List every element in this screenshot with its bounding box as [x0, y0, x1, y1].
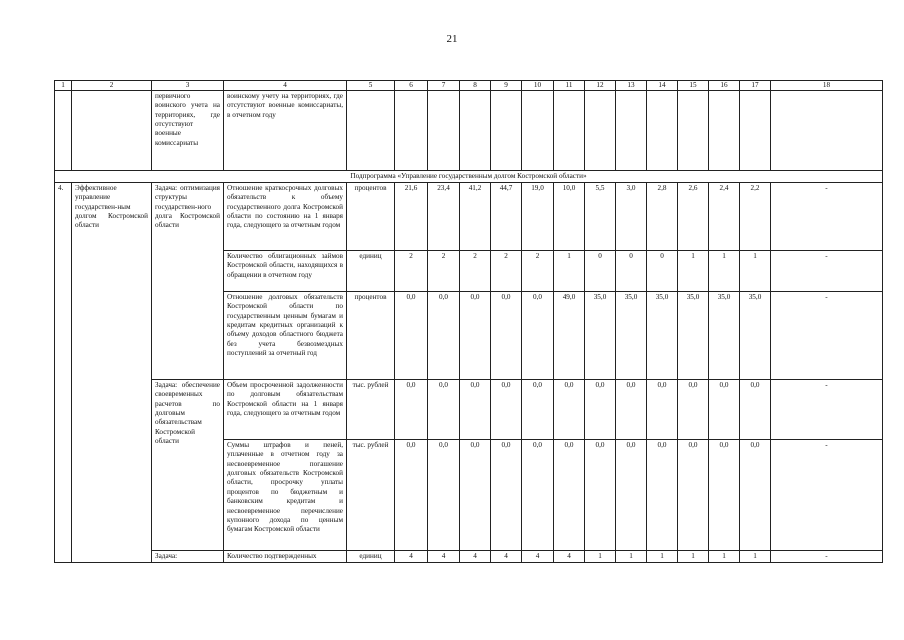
unit-cell: процентов [347, 183, 395, 251]
value-cell: 2,2 [740, 183, 771, 251]
column-number: 17 [740, 81, 771, 91]
value-cell: 2 [428, 251, 460, 292]
value-cell: 0,0 [709, 440, 740, 551]
value-cell: 2,4 [709, 183, 740, 251]
column-number: 14 [647, 81, 678, 91]
unit-cell: тыс. рублей [347, 380, 395, 440]
value-cell: 1 [585, 551, 616, 563]
value-cell: 0,0 [491, 380, 522, 440]
value-cell: 0,0 [585, 440, 616, 551]
column-number: 11 [554, 81, 585, 91]
value-cell: 0,0 [678, 440, 709, 551]
value-cell: 0,0 [522, 380, 554, 440]
value-cell: 0,0 [616, 440, 647, 551]
value-cell: 1 [740, 251, 771, 292]
indicator-cell: воинскому учету на территориях, где отсутствуют военные комиссариаты, в отчетном году [224, 91, 347, 171]
note-cell: - [771, 380, 883, 440]
column-number: 7 [428, 81, 460, 91]
value-cell: 1 [740, 551, 771, 563]
subprogram-row [55, 171, 883, 183]
value-cell: 35,0 [616, 292, 647, 380]
column-number: 4 [224, 81, 347, 91]
value-cell: 0,0 [395, 380, 428, 440]
indicator-cell: Количество подтвержденных [224, 551, 347, 563]
value-cell: 2 [395, 251, 428, 292]
value-cell: 0,0 [585, 380, 616, 440]
value-cell: 4 [460, 551, 491, 563]
table-row [55, 380, 883, 440]
value-cell: 0 [585, 251, 616, 292]
column-number: 16 [709, 81, 740, 91]
value-cell: 21,6 [395, 183, 428, 251]
column-number: 5 [347, 81, 395, 91]
value-cell: 35,0 [585, 292, 616, 380]
table-row [55, 551, 883, 563]
value-cell: 41,2 [460, 183, 491, 251]
value-cell: 23,4 [428, 183, 460, 251]
column-number: 8 [460, 81, 491, 91]
value-cell: 1 [554, 251, 585, 292]
unit-cell: процентов [347, 292, 395, 380]
value-cell: 0,0 [647, 440, 678, 551]
value-cell: 1 [709, 251, 740, 292]
value-cell: 49,0 [554, 292, 585, 380]
column-number: 15 [678, 81, 709, 91]
indicator-cell: Отношение краткосрочных долговых обязательств к объему государственного долга Костромской области по состоянию на 1 января года, следующего за отчетным годом [224, 183, 347, 251]
column-number: 12 [585, 81, 616, 91]
value-cell: 2,6 [678, 183, 709, 251]
value-cell: 4 [522, 551, 554, 563]
goal-cell [72, 91, 152, 171]
task-cell: Задача: оптимизация структуры государствен-ного долга Костромской области [152, 183, 224, 380]
value-cell: 0,0 [395, 440, 428, 551]
indicator-cell: Количество облигационных займов Костромской области, находящихся в обращении в отчетном году [224, 251, 347, 292]
value-cell: 0,0 [460, 440, 491, 551]
row-number: 4. [55, 183, 72, 563]
column-number: 10 [522, 81, 554, 91]
value-cell: 0,0 [522, 292, 554, 380]
value-cell: 0,0 [678, 380, 709, 440]
column-number: 2 [72, 81, 152, 91]
column-number: 1 [55, 81, 72, 91]
note-cell: - [771, 551, 883, 563]
unit-cell: единиц [347, 251, 395, 292]
value-cell: 0,0 [428, 440, 460, 551]
value-cell: 0,0 [491, 440, 522, 551]
column-number: 6 [395, 81, 428, 91]
value-cell: 4 [428, 551, 460, 563]
value-cell: 0,0 [554, 380, 585, 440]
value-cell: 0 [616, 251, 647, 292]
value-cell: 0,0 [428, 292, 460, 380]
value-cell: 10,0 [554, 183, 585, 251]
value-cell: 0,0 [709, 380, 740, 440]
value-cell: 0,0 [460, 380, 491, 440]
column-number-row [55, 81, 883, 91]
value-cell: 0,0 [740, 440, 771, 551]
row-number [55, 91, 72, 171]
column-number: 9 [491, 81, 522, 91]
value-cell: 0 [647, 251, 678, 292]
column-number: 18 [771, 81, 883, 91]
value-cell: 2 [491, 251, 522, 292]
value-cell: 1 [647, 551, 678, 563]
note-cell: - [771, 292, 883, 380]
value-cell: 0,0 [616, 380, 647, 440]
indicator-cell: Отношение долговых обязательств Костромской области по государственным ценным бумагам и кредитам кредитных организаций к объему доходов областного бюджета без учета безвозмездных поступлений за отчетный год [224, 292, 347, 380]
value-cell: 0,0 [395, 292, 428, 380]
value-cell: 0,0 [491, 292, 522, 380]
value-cell: 0,0 [647, 380, 678, 440]
table-row [55, 183, 883, 251]
value-cell: 4 [554, 551, 585, 563]
goal-cell: Эффективное управление государствен-ным долгом Костромской области [72, 183, 152, 563]
value-cell: 0,0 [522, 440, 554, 551]
task-cell: Задача: обеспечение своевременных расчетов по долговым обязательствам Костромской области [152, 380, 224, 551]
indicators-table [54, 80, 883, 563]
value-cell: 2,8 [647, 183, 678, 251]
value-cell: 3,0 [616, 183, 647, 251]
value-cell: 1 [678, 551, 709, 563]
value-cell: 4 [491, 551, 522, 563]
value-cell: 44,7 [491, 183, 522, 251]
note-cell: - [771, 251, 883, 292]
note-cell: - [771, 440, 883, 551]
value-cell: 35,0 [740, 292, 771, 380]
value-cell: 1 [616, 551, 647, 563]
table-row [55, 91, 883, 171]
unit-cell: единиц [347, 551, 395, 563]
value-cell: 0,0 [428, 380, 460, 440]
value-cell: 2 [522, 251, 554, 292]
value-cell: 0,0 [554, 440, 585, 551]
value-cell: 4 [395, 551, 428, 563]
value-cell: 0,0 [740, 380, 771, 440]
task-cell: первичного воинского учета на территориях, где отсутствуют военные комиссариаты [152, 91, 224, 171]
value-cell: 35,0 [647, 292, 678, 380]
indicator-cell: Суммы штрафов и пеней, уплаченные в отчетном году за несвоевременное погашение долговых обязательств Костромской области, просрочку уплаты процентов по бюджетным и банковским кредитам и несвоевременное перечисление купонного дохода по ценным бумагам Костромской области [224, 440, 347, 551]
note-cell: - [771, 183, 883, 251]
column-number: 13 [616, 81, 647, 91]
value-cell: 35,0 [709, 292, 740, 380]
subprogram-title: Подпрограмма «Управление государственным долгом Костромской области» [55, 171, 883, 183]
column-number: 3 [152, 81, 224, 91]
value-cell: 0,0 [460, 292, 491, 380]
page-number: 21 [446, 33, 458, 45]
value-cell: 1 [709, 551, 740, 563]
value-cell: 19,0 [522, 183, 554, 251]
value-cell: 1 [678, 251, 709, 292]
value-cell: 2 [460, 251, 491, 292]
task-cell: Задача: [152, 551, 224, 563]
value-cell: 5,5 [585, 183, 616, 251]
unit-cell: тыс. рублей [347, 440, 395, 551]
value-cell: 35,0 [678, 292, 709, 380]
indicator-cell: Объем просроченной задолженности по долговым обязательствам Костромской области на 1 января года, следующего за отчетным годом [224, 380, 347, 440]
